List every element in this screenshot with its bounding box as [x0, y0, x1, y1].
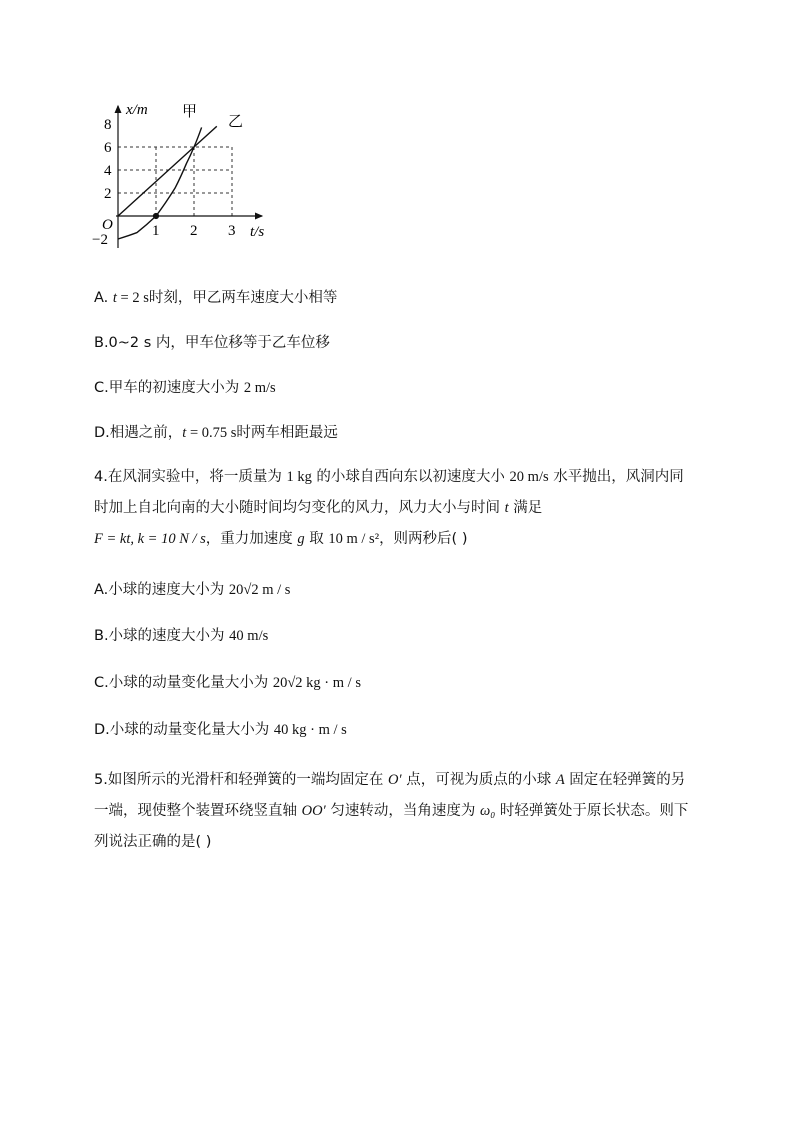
x-tick-label: 3 — [228, 223, 236, 239]
ticks-layer — [92, 117, 236, 248]
y-tick-label: 8 — [104, 117, 112, 133]
q4-option-b: B.小球的速度大小为 40 m/s — [94, 628, 269, 644]
y-tick-label: −2 — [92, 232, 108, 248]
y-tick-label: 4 — [104, 163, 112, 179]
q4-option-c: C.小球的动量变化量大小为 20√2 kg · m / s — [94, 675, 361, 691]
q4-stem: 4.在风洞实验中，将一质量为 1 kg 的小球自西向东以初速度大小 20 m/s 水平抛出，风洞内同时加上自北向南的大小随时间均匀变化的风力，风力大小与时间 t 满足 F = kt, k = 10 N / s，重力加速度 g 取 10 m / s²，则两秒后( ) — [94, 469, 684, 547]
q3-option-d: D.相遇之前，t = 0.75 s时两车相距最远 — [94, 425, 338, 441]
series-yi-line — [118, 126, 217, 216]
y-tick-label: 6 — [104, 140, 112, 156]
x-tick-label: 1 — [152, 223, 160, 239]
q5-stem: 5.如图所示的光滑杆和轻弹簧的一端均固定在 O′ 点，可视为质点的小球 A 固定在轻弹簧的另一端，现使整个装置环绕竖直轴 OO′ 匀速转动，当角速度为 ω₀ 时轻弹簧处于原长状态。则下列说法正确的是( ) — [94, 772, 689, 850]
series-label-yi: 乙 — [228, 112, 244, 130]
y-tick-label: 2 — [104, 186, 112, 202]
series-layer — [118, 126, 217, 239]
q3-option-a: A. t = 2 s时刻，甲乙两车速度大小相等 — [94, 290, 338, 306]
dashed-guides — [118, 147, 232, 216]
x-axis-label: t/s — [250, 224, 265, 240]
q4-option-a: A.小球的速度大小为 20√2 m / s — [94, 582, 291, 598]
q3-option-b: B.0~2 s 内，甲车位移等于乙车位移 — [94, 335, 330, 351]
y-axis-label: x/m — [126, 102, 148, 118]
origin-label: O — [102, 217, 113, 233]
series-label-jia: 甲 — [182, 102, 198, 120]
marked-point — [154, 214, 159, 219]
x-tick-label: 2 — [190, 223, 198, 239]
q3-option-c: C.甲车的初速度大小为 2 m/s — [94, 380, 276, 396]
q4-option-d: D.小球的动量变化量大小为 40 kg · m / s — [94, 722, 347, 738]
xt-graph — [90, 98, 280, 268]
